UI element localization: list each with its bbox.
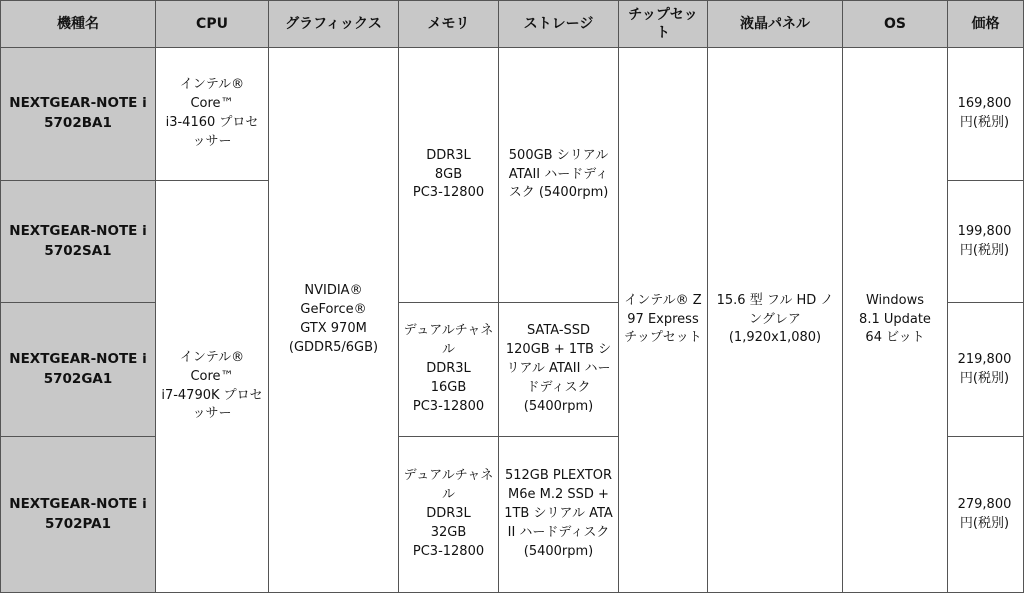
model-name: NEXTGEAR-NOTE i5702SA1 bbox=[1, 181, 156, 303]
header-panel: 液晶パネル bbox=[708, 1, 843, 48]
header-memory: メモリ bbox=[399, 1, 499, 48]
header-price: 価格 bbox=[948, 1, 1024, 48]
price-cell: 219,800円(税別) bbox=[948, 303, 1024, 437]
header-model: 機種名 bbox=[1, 1, 156, 48]
graphics-cell: NVIDIA® GeForce® GTX 970M (GDDR5/6GB) bbox=[269, 48, 399, 593]
model-name: NEXTGEAR-NOTE i5702PA1 bbox=[1, 437, 156, 593]
chipset-cell: インテル® Z97 Express チップセット bbox=[619, 48, 708, 593]
cpu-cell: インテル® Core™ i7-4790K プロセッサー bbox=[156, 181, 269, 593]
header-graphics: グラフィックス bbox=[269, 1, 399, 48]
header-chipset: チップセット bbox=[619, 1, 708, 48]
model-name: NEXTGEAR-NOTE i5702BA1 bbox=[1, 48, 156, 181]
header-storage: ストレージ bbox=[499, 1, 619, 48]
os-cell: Windows 8.1 Update 64 ビット bbox=[843, 48, 948, 593]
panel-cell: 15.6 型 フル HD ノングレア (1,920x1,080) bbox=[708, 48, 843, 593]
table-row bbox=[1, 48, 1024, 181]
header-row bbox=[1, 1, 1024, 48]
cpu-cell: インテル® Core™ i3-4160 プロセッサー bbox=[156, 48, 269, 181]
model-name: NEXTGEAR-NOTE i5702GA1 bbox=[1, 303, 156, 437]
memory-cell: デュアルチャネル DDR3L 16GB PC3-12800 bbox=[399, 303, 499, 437]
memory-cell: DDR3L 8GB PC3-12800 bbox=[399, 48, 499, 303]
price-cell: 169,800円(税別) bbox=[948, 48, 1024, 181]
header-cpu: CPU bbox=[156, 1, 269, 48]
price-cell: 279,800円(税別) bbox=[948, 437, 1024, 593]
header-os: OS bbox=[843, 1, 948, 48]
price-cell: 199,800円(税別) bbox=[948, 181, 1024, 303]
storage-cell: SATA-SSD 120GB + 1TB シリアル ATAII ハードディスク (5400rpm) bbox=[499, 303, 619, 437]
storage-cell: 512GB PLEXTOR M6e M.2 SSD + 1TB シリアル ATAII ハードディスク (5400rpm) bbox=[499, 437, 619, 593]
storage-cell: 500GB シリアル ATAII ハードディスク (5400rpm) bbox=[499, 48, 619, 303]
memory-cell: デュアルチャネル DDR3L 32GB PC3-12800 bbox=[399, 437, 499, 593]
